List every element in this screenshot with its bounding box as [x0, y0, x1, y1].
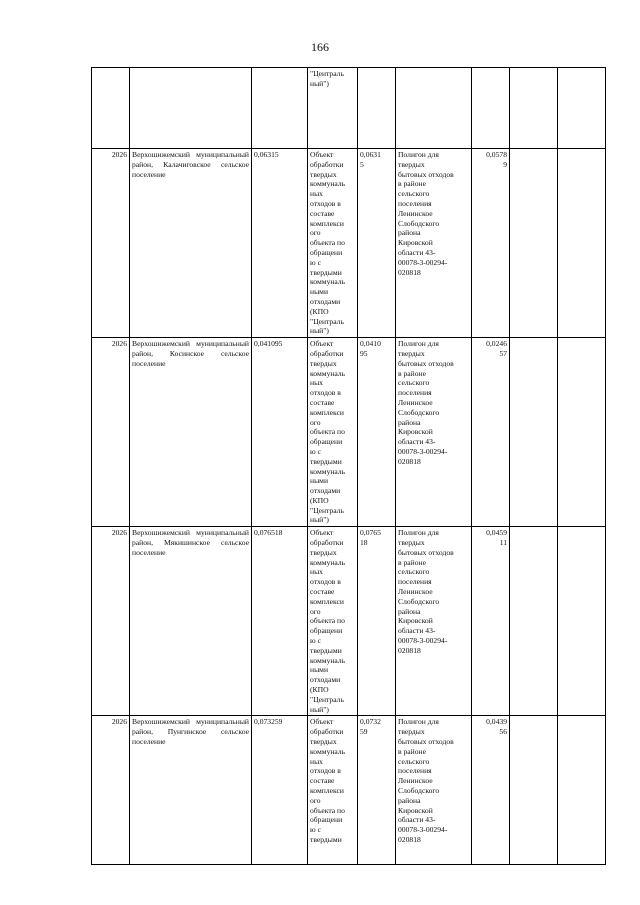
- cell-empty: [396, 68, 472, 149]
- cell-landfill: Полигон для твердых бытовых отходов в районе сельского поселения Ленинское Слободского района Кировской области 43- 00078-3-00294- 020818: [396, 338, 472, 527]
- cell-empty: [472, 68, 510, 149]
- cell-empty: [130, 68, 252, 149]
- cell-value2: 0,0765 18: [358, 527, 396, 716]
- table-row: [92, 527, 606, 716]
- page-number: 166: [311, 40, 329, 54]
- cell-empty: [558, 338, 606, 527]
- cell-year: 2026: [92, 716, 130, 865]
- table-row: [92, 338, 606, 527]
- cell-value3: 0,0246 57: [472, 338, 510, 527]
- cell-empty: [510, 149, 558, 338]
- cell-empty: [558, 716, 606, 865]
- cell-landfill: Полигон для твердых бытовых отходов в районе сельского поселения Ленинское Слободского района Кировской области 43- 00078-3-00294- 020818: [396, 149, 472, 338]
- cell-empty: [92, 68, 130, 149]
- cell-empty: [510, 716, 558, 865]
- cell-value3: 0,0459 11: [472, 527, 510, 716]
- cell-value2: 0,0631 5: [358, 149, 396, 338]
- cell-object-continuation: "Централь ный"): [308, 68, 358, 149]
- cell-value2: 0,0410 95: [358, 338, 396, 527]
- cell-empty: [252, 68, 308, 149]
- cell-empty: [358, 68, 396, 149]
- cell-empty: [558, 68, 606, 149]
- table-row: [92, 149, 606, 338]
- cell-landfill: Полигон для твердых бытовых отходов в районе сельского поселения Ленинское Слободского района Кировской области 43- 00078-3-00294- 020818: [396, 527, 472, 716]
- cell-value1: 0,076518: [252, 527, 308, 716]
- cell-year: 2026: [92, 527, 130, 716]
- cell-object: Объект обработки твердых коммуналь ных отходов в составе комплекси ого объекта по обращени ю с твердыми: [308, 716, 358, 865]
- cell-municipality: Верхошижемский муниципальный район, Пунгинское сельское поселение: [130, 716, 252, 865]
- cell-empty: [510, 68, 558, 149]
- cell-municipality: Верхошижемский муниципальный район, Мякишинское сельское поселение: [130, 527, 252, 716]
- cell-municipality: Верхошижемский муниципальный район, Калачиговское сельское поселение: [130, 149, 252, 338]
- cell-object: Объект обработки твердых коммуналь ных отходов в составе комплекси ого объекта по обращени ю с твердыми коммуналь ными отходами (КПО "Централь ный"): [308, 149, 358, 338]
- cell-empty: [510, 527, 558, 716]
- waste-flow-table: [91, 67, 606, 865]
- cell-year: 2026: [92, 338, 130, 527]
- cell-year: 2026: [92, 149, 130, 338]
- cell-empty: [558, 149, 606, 338]
- cell-object: Объект обработки твердых коммуналь ных отходов в составе комплекси ого объекта по обращени ю с твердыми коммуналь ными отходами (КПО "Централь ный"): [308, 527, 358, 716]
- cell-value2: 0,0732 59: [358, 716, 396, 865]
- cell-object: Объект обработки твердых коммуналь ных отходов в составе комплекси ого объекта по обращени ю с твердыми коммуналь ными отходами (КПО "Централь ный"): [308, 338, 358, 527]
- cell-value3: 0,0578 9: [472, 149, 510, 338]
- cell-value3: 0,0439 56: [472, 716, 510, 865]
- cell-empty: [510, 338, 558, 527]
- cell-value1: 0,073259: [252, 716, 308, 865]
- cell-value1: 0,06315: [252, 149, 308, 338]
- cell-landfill: Полигон для твердых бытовых отходов в районе сельского поселения Ленинское Слободского района Кировской области 43- 00078-3-00294- 020818: [396, 716, 472, 865]
- table-row: [92, 716, 606, 865]
- cell-value1: 0,041095: [252, 338, 308, 527]
- table-row-continuation: [92, 68, 606, 149]
- cell-empty: [558, 527, 606, 716]
- cell-municipality: Верхошижемский муниципальный район, Косинское сельское поселение: [130, 338, 252, 527]
